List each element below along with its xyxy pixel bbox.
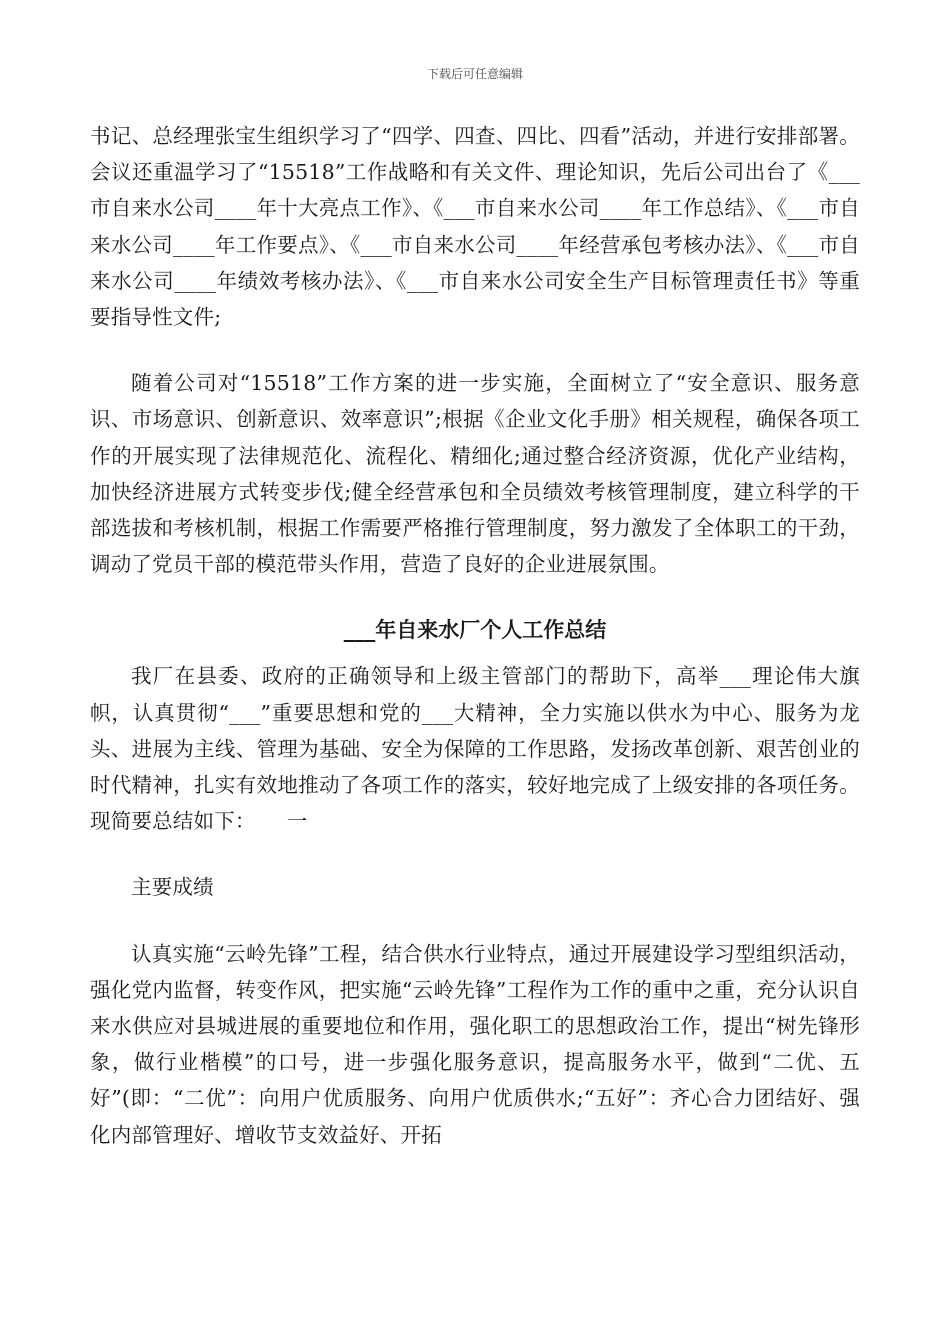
page-header-note: 下载后可任意编辑 xyxy=(426,67,523,81)
paragraph-3: 我厂在县委、政府的正确领导和上级主管部门的帮助下，高举___理论伟大旗帜，认真贯彻“___”重要思想和党的___大精神，全力实施以供水为中心、服务为龙头、进展为主线、管理为基础、安全为保障的工作思路，发扬改革创新、艰苦创业的时代精神，扎实有效地推动了各项工作的落实，较好地完成了上级安排的各项任务。现简要总结如下： 一 xyxy=(90,664,860,834)
document-body xyxy=(90,118,860,1153)
paragraph-2: 随着公司对“15518”工作方案的进一步实施，全面树立了“安全意识、服务意识、市场意识、创新意识、效率意识”;根据《企业文化手册》相关规程，确保各项工作的开展实现了法律规范化、流程化、精细化;通过整合经济资源，优化产业结构，加快经济进展方式转变步伐;健全经营承包和全员绩效考核管理制度，建立科学的干部选拔和考核机制，根据工作需要严格推行管理制度，努力激发了全体职工的干劲，调动了党员干部的模范带头作用，营造了良好的企业进展氛围。 xyxy=(90,371,860,577)
paragraph-4: 认真实施“云岭先锋”工程，结合供水行业特点，通过开展建设学习型组织活动，强化党内监督，转变作风，把实施“云岭先锋”工程作为工作的重中之重，充分认识自来水供应对县城进展的重要地位和作用，强化职工的思想政治工作，提出“树先锋形象，做行业楷模”的口号，进一步强化服务意识，提高服务水平，做到“二优、五好”(即：“二优”：向用户优质服务、向用户优质供水;“五好”：齐心合力团结好、强化内部管理好、增收节支效益好、开拓 xyxy=(90,941,860,1147)
paragraph-1: 书记、总经理张宝生组织学习了“四学、四查、四比、四看”活动，并进行安排部署。会议还重温学习了“15518”工作战略和有关文件、理论知识，先后公司出台了《___市自来水公司____年十大亮点工作》、《___市自来水公司____年工作总结》、《___市自来水公司____年工作要点》、《___市自来水公司____年经营承包考核办法》、《___市自来水公司____年绩效考核办法》、《___市自来水公司安全生产目标管理责任书》等重要指导性文件; xyxy=(90,124,860,330)
section-title: ___年自来水厂个人工作总结 xyxy=(343,618,607,643)
section-subheading: 主要成绩 xyxy=(131,875,214,900)
